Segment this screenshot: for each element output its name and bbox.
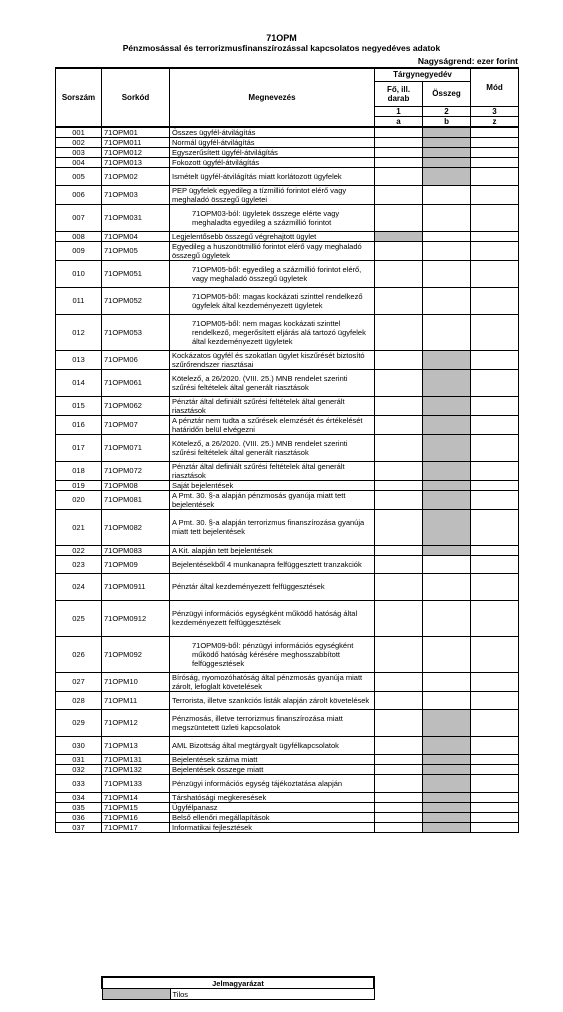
value-cell-quantity[interactable]	[375, 185, 423, 204]
row-code: 71OPM07	[102, 415, 170, 434]
value-cell-mode[interactable]	[471, 774, 519, 792]
row-number: 019	[56, 480, 102, 490]
value-cell-mode[interactable]	[471, 812, 519, 822]
row-number: 034	[56, 792, 102, 802]
row-description: Társhatósági megkeresések	[170, 792, 375, 802]
row-description: Egyszerűsített ügyfél-átvilágítás	[170, 147, 375, 157]
value-cell-quantity[interactable]	[375, 396, 423, 415]
value-cell-amount	[423, 545, 471, 555]
row-description: Pénztár által definiált szűrési feltételek által generált riasztások	[170, 396, 375, 415]
row-code: 71OPM11	[102, 691, 170, 709]
value-cell-mode[interactable]	[471, 157, 519, 167]
row-description: 71OPM03-ból: ügyletek összege elérte vagy meghaladta egyedileg a százmillió forintot	[170, 204, 375, 231]
row-code: 71OPM15	[102, 802, 170, 812]
row-number: 005	[56, 167, 102, 185]
row-code: 71OPM14	[102, 792, 170, 802]
table-row	[56, 260, 519, 287]
row-number: 021	[56, 509, 102, 545]
value-cell-amount	[423, 137, 471, 147]
table-row	[56, 691, 519, 709]
row-code: 71OPM09	[102, 555, 170, 573]
value-cell-quantity[interactable]	[375, 314, 423, 350]
value-cell-amount	[423, 350, 471, 369]
value-cell-quantity[interactable]	[375, 147, 423, 157]
value-cell-amount[interactable]	[423, 636, 471, 672]
value-cell-amount[interactable]	[423, 204, 471, 231]
table-row	[56, 204, 519, 231]
value-cell-amount	[423, 754, 471, 764]
value-cell-quantity[interactable]	[375, 600, 423, 636]
row-description: PEP ügyfelek egyedileg a tízmillió forintot elérő vagy meghaladó összegű ügyletei	[170, 185, 375, 204]
report-subtitle: Pénzmosással és terrorizmusfinanszírozással kapcsolatos negyedéves adatok	[122, 43, 441, 53]
value-cell-quantity[interactable]	[375, 415, 423, 434]
header-megnevezes: Megnevezés	[170, 68, 375, 127]
value-cell-mode[interactable]	[471, 691, 519, 709]
value-cell-mode[interactable]	[471, 754, 519, 764]
table-row	[56, 754, 519, 764]
table-row	[56, 822, 519, 832]
table-row	[56, 434, 519, 461]
row-description: Saját bejelentések	[170, 480, 375, 490]
value-cell-amount	[423, 709, 471, 736]
value-cell-quantity[interactable]	[375, 573, 423, 600]
value-cell-quantity	[375, 231, 423, 241]
table-row	[56, 287, 519, 314]
header-sorkod: Sorkód	[102, 68, 170, 127]
row-number: 027	[56, 672, 102, 691]
row-number: 012	[56, 314, 102, 350]
value-cell-mode[interactable]	[471, 709, 519, 736]
row-number: 015	[56, 396, 102, 415]
value-cell-mode[interactable]	[471, 545, 519, 555]
row-description: A Pmt. 30. §-a alapján pénzmosás gyanúja miatt tett bejelentések	[170, 490, 375, 509]
value-cell-quantity[interactable]	[375, 545, 423, 555]
row-number: 020	[56, 490, 102, 509]
value-cell-amount[interactable]	[423, 691, 471, 709]
header-col-b: b	[423, 116, 471, 127]
value-cell-quantity[interactable]	[375, 167, 423, 185]
row-code: 71OPM133	[102, 774, 170, 792]
value-cell-mode[interactable]	[471, 147, 519, 157]
row-code: 71OPM10	[102, 672, 170, 691]
row-number: 029	[56, 709, 102, 736]
value-cell-quantity[interactable]	[375, 260, 423, 287]
value-cell-amount	[423, 764, 471, 774]
row-number: 001	[56, 127, 102, 138]
table-row	[56, 480, 519, 490]
value-cell-quantity[interactable]	[375, 157, 423, 167]
row-description: 71OPM09-ből: pénzügyi információs egységként működő hatóság kérésére meghosszabbított felfüggesztések	[170, 636, 375, 672]
header-col-3: 3	[471, 106, 519, 116]
value-cell-quantity[interactable]	[375, 480, 423, 490]
value-cell-mode[interactable]	[471, 396, 519, 415]
value-cell-amount	[423, 802, 471, 812]
row-code: 71OPM081	[102, 490, 170, 509]
value-cell-amount	[423, 147, 471, 157]
row-code: 71OPM072	[102, 461, 170, 480]
value-cell-amount[interactable]	[423, 231, 471, 241]
table-row	[56, 672, 519, 691]
value-cell-amount	[423, 434, 471, 461]
value-cell-amount	[423, 127, 471, 138]
row-code: 71OPM02	[102, 167, 170, 185]
legend-table	[101, 976, 375, 1000]
row-code: 71OPM013	[102, 157, 170, 167]
value-cell-mode[interactable]	[471, 636, 519, 672]
value-cell-mode[interactable]	[471, 204, 519, 231]
header-targynegyedev: Tárgynegyedév	[375, 68, 471, 81]
value-cell-quantity[interactable]	[375, 137, 423, 147]
row-number: 026	[56, 636, 102, 672]
value-cell-quantity[interactable]	[375, 709, 423, 736]
table-row	[56, 396, 519, 415]
row-code: 71OPM062	[102, 396, 170, 415]
row-code: 71OPM06	[102, 350, 170, 369]
row-number: 010	[56, 260, 102, 287]
row-code: 71OPM061	[102, 369, 170, 396]
table-row	[56, 636, 519, 672]
value-cell-amount	[423, 167, 471, 185]
value-cell-amount	[423, 157, 471, 167]
value-cell-mode[interactable]	[471, 509, 519, 545]
row-code: 71OPM011	[102, 137, 170, 147]
row-description: Ismételt ügyfél-átvilágítás miatt korlátozott ügyfelek	[170, 167, 375, 185]
row-number: 011	[56, 287, 102, 314]
row-code: 71OPM052	[102, 287, 170, 314]
value-cell-quantity[interactable]	[375, 822, 423, 832]
value-cell-amount[interactable]	[423, 287, 471, 314]
row-code: 71OPM16	[102, 812, 170, 822]
value-cell-quantity[interactable]	[375, 461, 423, 480]
value-cell-mode[interactable]	[471, 231, 519, 241]
value-cell-amount[interactable]	[423, 573, 471, 600]
value-cell-mode[interactable]	[471, 137, 519, 147]
row-number: 007	[56, 204, 102, 231]
row-description: 71OPM05-ből: magas kockázati szinttel rendelkező ügyfelek által kezdeményezett ügyletek	[170, 287, 375, 314]
table-row	[56, 185, 519, 204]
table-row	[56, 812, 519, 822]
header-col-a: a	[375, 116, 423, 127]
value-cell-amount	[423, 461, 471, 480]
value-cell-amount[interactable]	[423, 314, 471, 350]
value-cell-mode[interactable]	[471, 672, 519, 691]
value-cell-quantity[interactable]	[375, 509, 423, 545]
header-osszeg: Összeg	[423, 81, 471, 106]
row-description: AML Bizottság által megtárgyalt ügyfélkapcsolatok	[170, 736, 375, 754]
row-code: 71OPM12	[102, 709, 170, 736]
row-number: 004	[56, 157, 102, 167]
table-row	[56, 231, 519, 241]
value-cell-mode[interactable]	[471, 127, 519, 138]
row-code: 71OPM08	[102, 480, 170, 490]
value-cell-mode[interactable]	[471, 822, 519, 832]
value-cell-quantity[interactable]	[375, 736, 423, 754]
row-description: 71OPM05-ből: nem magas kockázati szinttel rendelkező, megerősített eljárás alá tartozó ügyfelek által kezdeményezett ügyletek	[170, 314, 375, 350]
row-number: 002	[56, 137, 102, 147]
table-row	[56, 147, 519, 157]
value-cell-mode[interactable]	[471, 461, 519, 480]
row-code: 71OPM01	[102, 127, 170, 138]
table-row	[56, 314, 519, 350]
value-cell-amount[interactable]	[423, 555, 471, 573]
row-number: 016	[56, 415, 102, 434]
value-cell-amount[interactable]	[423, 185, 471, 204]
row-description: Legjelentősebb összegű végrehajtott ügylet	[170, 231, 375, 241]
row-description: A Kit. alapján tett bejelentések	[170, 545, 375, 555]
value-cell-amount	[423, 415, 471, 434]
value-cell-quantity[interactable]	[375, 490, 423, 509]
value-cell-amount[interactable]	[423, 241, 471, 260]
row-description: Bejelentések összege miatt	[170, 764, 375, 774]
row-number: 037	[56, 822, 102, 832]
row-number: 009	[56, 241, 102, 260]
row-number: 017	[56, 434, 102, 461]
value-cell-quantity[interactable]	[375, 127, 423, 138]
value-cell-mode[interactable]	[471, 792, 519, 802]
value-cell-quantity[interactable]	[375, 764, 423, 774]
row-description: Bíróság, nyomozóhatóság által pénzmosás gyanúja miatt zárolt, lefoglalt követelések	[170, 672, 375, 691]
row-description: Informatikai fejlesztések	[170, 822, 375, 832]
value-cell-amount	[423, 490, 471, 509]
value-cell-amount[interactable]	[423, 600, 471, 636]
table-row	[56, 802, 519, 812]
row-description: Kockázatos ügyfél és szokatlan ügylet kiszűrését biztosító szűrőrendszer riasztásai	[170, 350, 375, 369]
table-row	[56, 792, 519, 802]
row-code: 71OPM051	[102, 260, 170, 287]
value-cell-mode[interactable]	[471, 600, 519, 636]
row-code: 71OPM0912	[102, 600, 170, 636]
row-number: 003	[56, 147, 102, 157]
value-cell-quantity[interactable]	[375, 555, 423, 573]
header-col-1: 1	[375, 106, 423, 116]
table-row	[56, 709, 519, 736]
row-code: 71OPM092	[102, 636, 170, 672]
value-cell-quantity[interactable]	[375, 812, 423, 822]
value-cell-mode[interactable]	[471, 555, 519, 573]
row-code: 71OPM131	[102, 754, 170, 764]
row-number: 014	[56, 369, 102, 396]
value-cell-quantity[interactable]	[375, 434, 423, 461]
row-description: Bejelentésekből 4 munkanapra felfüggesztett tranzakciók	[170, 555, 375, 573]
row-code: 71OPM04	[102, 231, 170, 241]
value-cell-amount	[423, 822, 471, 832]
table-row	[56, 764, 519, 774]
row-description: Normál ügyfél-átvilágítás	[170, 137, 375, 147]
value-cell-quantity[interactable]	[375, 672, 423, 691]
report-code: 71OPM	[266, 33, 297, 43]
value-cell-quantity[interactable]	[375, 369, 423, 396]
row-description: 71OPM05-ből: egyedileg a százmillió forintot elérő, vagy meghaladó összegű ügyletek	[170, 260, 375, 287]
table-row	[56, 736, 519, 754]
value-cell-amount	[423, 509, 471, 545]
table-row	[56, 137, 519, 147]
row-description: Pénzügyi információs egységként működő hatóság által kezdeményezett felfüggesztések	[170, 600, 375, 636]
value-cell-quantity[interactable]	[375, 241, 423, 260]
row-description: Pénztár által kezdeményezett felfüggesztések	[170, 573, 375, 600]
row-description: Egyedileg a huszonötmillió forintot elérő vagy meghaladó összegű ügyletek	[170, 241, 375, 260]
row-description: Pénzmosás, illetve terrorizmus finanszírozása miatt megszüntetett üzleti kapcsolatok	[170, 709, 375, 736]
table-row	[56, 600, 519, 636]
row-code: 71OPM053	[102, 314, 170, 350]
row-code: 71OPM031	[102, 204, 170, 231]
legend-item-label: Tilos	[170, 989, 374, 1000]
value-cell-amount[interactable]	[423, 260, 471, 287]
value-cell-mode[interactable]	[471, 185, 519, 204]
value-cell-quantity[interactable]	[375, 287, 423, 314]
value-cell-quantity[interactable]	[375, 774, 423, 792]
table-row	[56, 369, 519, 396]
row-code: 71OPM012	[102, 147, 170, 157]
row-description: Terrorista, illetve szankciós listák alapján zárolt követelések	[170, 691, 375, 709]
table-row	[56, 241, 519, 260]
table-row	[56, 774, 519, 792]
value-cell-quantity[interactable]	[375, 636, 423, 672]
value-cell-mode[interactable]	[471, 736, 519, 754]
table-row	[56, 545, 519, 555]
table-row	[56, 127, 519, 138]
value-cell-mode[interactable]	[471, 167, 519, 185]
row-description: Fokozott ügyfél-átvilágítás	[170, 157, 375, 167]
value-cell-amount[interactable]	[423, 672, 471, 691]
row-number: 031	[56, 754, 102, 764]
value-cell-mode[interactable]	[471, 415, 519, 434]
table-row	[56, 490, 519, 509]
value-cell-mode[interactable]	[471, 350, 519, 369]
row-number: 025	[56, 600, 102, 636]
legend-swatch	[102, 989, 170, 1000]
row-number: 028	[56, 691, 102, 709]
row-description: Ügyfélpanasz	[170, 802, 375, 812]
table-row	[56, 461, 519, 480]
value-cell-mode[interactable]	[471, 802, 519, 812]
value-cell-amount	[423, 736, 471, 754]
row-code: 71OPM13	[102, 736, 170, 754]
row-code: 71OPM132	[102, 764, 170, 774]
value-cell-mode[interactable]	[471, 434, 519, 461]
value-cell-quantity[interactable]	[375, 754, 423, 764]
table-row	[56, 509, 519, 545]
row-description: Pénzügyi információs egység tájékoztatása alapján	[170, 774, 375, 792]
row-code: 71OPM083	[102, 545, 170, 555]
row-number: 036	[56, 812, 102, 822]
table-row	[56, 167, 519, 185]
value-cell-mode[interactable]	[471, 369, 519, 396]
row-number: 008	[56, 231, 102, 241]
value-cell-mode[interactable]	[471, 764, 519, 774]
header-sorszam: Sorszám	[56, 68, 102, 127]
value-cell-mode[interactable]	[471, 260, 519, 287]
legend-title: Jelmagyarázat	[102, 977, 374, 989]
row-number: 024	[56, 573, 102, 600]
row-number: 030	[56, 736, 102, 754]
row-description: Kötelező, a 26/2020. (VIII. 25.) MNB rendelet szerinti szűrési feltételek által generált riasztások	[170, 369, 375, 396]
header-fo-darab: Fő, ill. darab	[375, 81, 423, 106]
row-description: Belső ellenőri megállapítások	[170, 812, 375, 822]
row-code: 71OPM05	[102, 241, 170, 260]
value-cell-mode[interactable]	[471, 287, 519, 314]
row-description: A pénztár nem tudta a szűrések elemzését és értékelését határidőn belül elvégezni	[170, 415, 375, 434]
value-cell-amount	[423, 480, 471, 490]
row-number: 022	[56, 545, 102, 555]
value-cell-amount	[423, 812, 471, 822]
table-row	[56, 573, 519, 600]
header-col-2: 2	[423, 106, 471, 116]
value-cell-mode[interactable]	[471, 573, 519, 600]
row-number: 032	[56, 764, 102, 774]
row-code: 71OPM0911	[102, 573, 170, 600]
row-number: 035	[56, 802, 102, 812]
row-description: Kötelező, a 26/2020. (VIII. 25.) MNB rendelet szerinti szűrési feltételek által generált riasztások	[170, 434, 375, 461]
row-code: 71OPM071	[102, 434, 170, 461]
row-description: Bejelentések száma miatt	[170, 754, 375, 764]
header-col-z: z	[471, 116, 519, 127]
row-number: 006	[56, 185, 102, 204]
table-row	[56, 157, 519, 167]
value-cell-quantity[interactable]	[375, 691, 423, 709]
row-number: 033	[56, 774, 102, 792]
value-cell-quantity[interactable]	[375, 350, 423, 369]
value-cell-mode[interactable]	[471, 241, 519, 260]
table-row	[56, 555, 519, 573]
header-mod: Mód	[471, 68, 519, 106]
value-cell-mode[interactable]	[471, 490, 519, 509]
unit-label: Nagyságrend: ezer forint	[417, 56, 518, 66]
report-table	[55, 67, 519, 833]
row-description: Összes ügyfél-átvilágítás	[170, 127, 375, 138]
row-number: 013	[56, 350, 102, 369]
value-cell-quantity[interactable]	[375, 204, 423, 231]
row-number: 018	[56, 461, 102, 480]
row-description: Pénztár által definiált szűrési feltételek által generált riasztások	[170, 461, 375, 480]
value-cell-quantity[interactable]	[375, 802, 423, 812]
value-cell-quantity[interactable]	[375, 792, 423, 802]
value-cell-amount	[423, 792, 471, 802]
value-cell-amount	[423, 369, 471, 396]
row-number: 023	[56, 555, 102, 573]
row-code: 71OPM082	[102, 509, 170, 545]
value-cell-amount	[423, 396, 471, 415]
row-code: 71OPM17	[102, 822, 170, 832]
table-row	[56, 350, 519, 369]
table-row	[56, 415, 519, 434]
row-code: 71OPM03	[102, 185, 170, 204]
row-description: A Pmt. 30. §-a alapján terrorizmus finanszírozása gyanúja miatt tett bejelentések	[170, 509, 375, 545]
value-cell-mode[interactable]	[471, 314, 519, 350]
value-cell-amount	[423, 774, 471, 792]
value-cell-mode[interactable]	[471, 480, 519, 490]
